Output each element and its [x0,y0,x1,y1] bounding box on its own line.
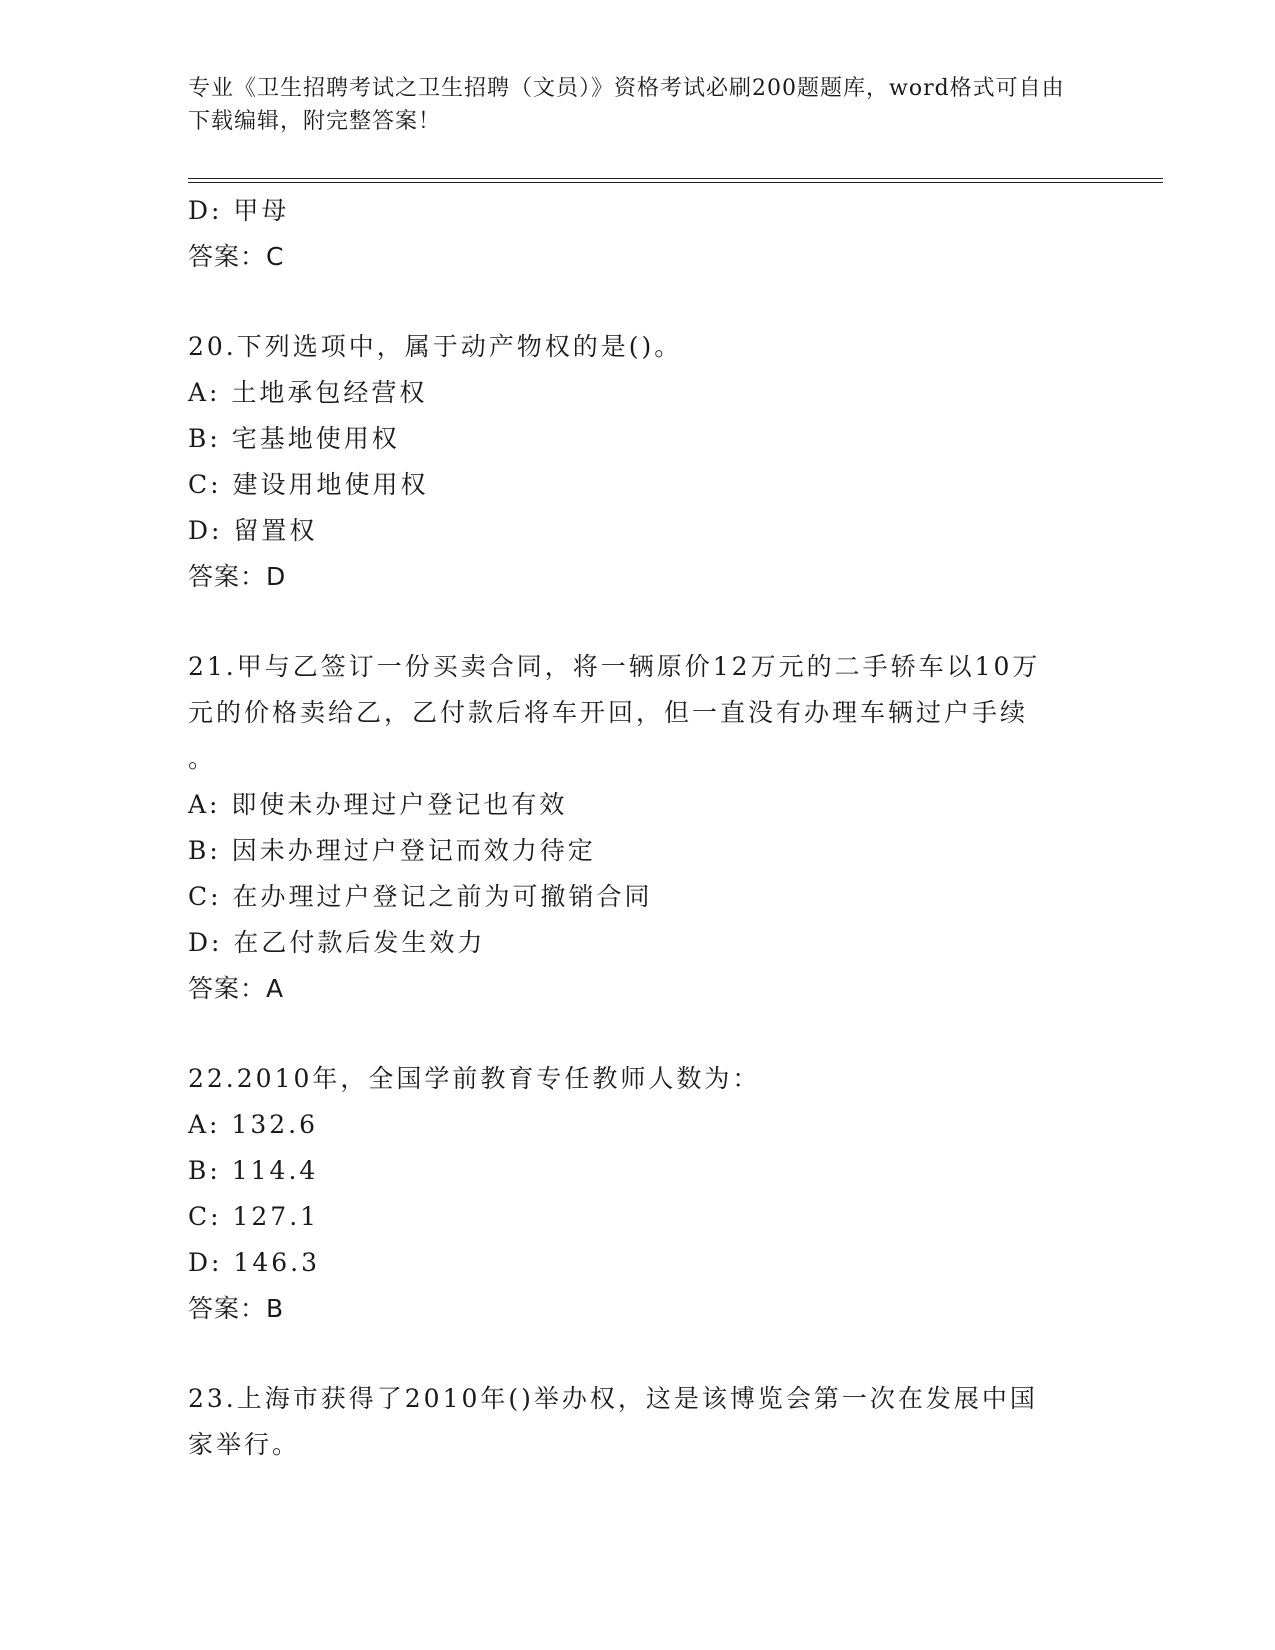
option-c: C: 建设用地使用权 [188,470,429,499]
answer: 答案：D [188,562,287,591]
option-a: A: 即使未办理过户登记也有效 [188,790,568,819]
page-header: 专业《卫生招聘考试之卫生招聘（文员）》资格考试必刷200题题库，word格式可自由下载编辑，附完整答案！ [188,76,1065,134]
question-list [188,188,1163,1468]
document-page [188,0,1163,1650]
question-stem-line: 21.甲与乙签订一份买卖合同，将一辆原价12万元的二手轿车以10万 [188,652,1041,681]
answer: 答案：C [188,242,285,271]
answer: 答案：B [188,1294,285,1323]
spacer [188,600,1163,644]
question-stem-line: 23.上海市获得了2010年()举办权，这是该博览会第一次在发展中国 [188,1384,1038,1413]
option-d: D: 甲母 [188,196,290,225]
option-d: D: 146.3 [188,1248,320,1277]
option-d: D: 在乙付款后发生效力 [188,928,486,957]
question-stem: 20.下列选项中，属于动产物权的是()。 [188,332,683,361]
option-a: A: 土地承包经营权 [188,378,428,407]
spacer [188,1012,1163,1056]
option-d: D: 留置权 [188,516,318,545]
spacer [188,280,1163,324]
option-a: A: 132.6 [188,1110,318,1139]
option-c: C: 127.1 [188,1202,320,1231]
option-b: B: 114.4 [188,1156,319,1185]
answer: 答案：A [188,974,285,1003]
option-b: B: 因未办理过户登记而效力待定 [188,836,596,865]
question-stem-line: 元的价格卖给乙，乙付款后将车开回，但一直没有办理车辆过户手续 [188,698,1029,727]
option-c: C: 在办理过户登记之前为可撤销合同 [188,882,653,911]
header-divider [188,178,1163,183]
question-stem-line: 。 [188,744,217,773]
question-stem: 22.2010年，全国学前教育专任教师人数为： [188,1064,761,1093]
question-stem-line: 家举行。 [188,1430,301,1459]
option-b: B: 宅基地使用权 [188,424,400,453]
spacer [188,1332,1163,1376]
